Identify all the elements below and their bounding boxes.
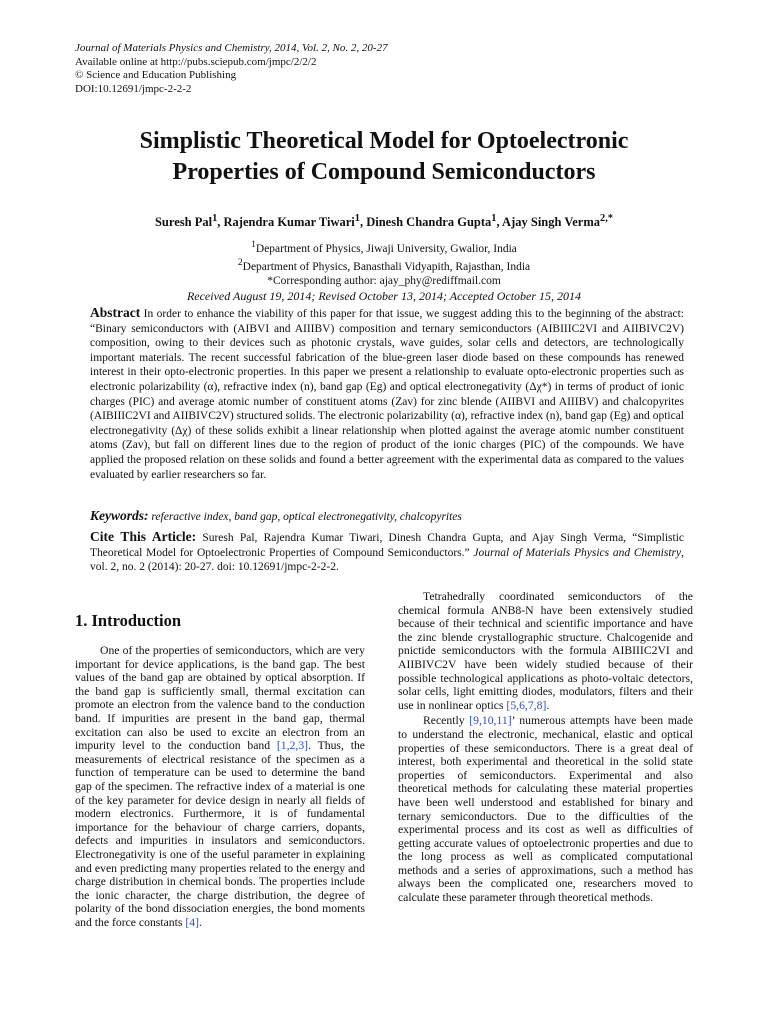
received-dates: Received August 19, 2014; Revised October 13, 2014; Accepted October 15, 2014 <box>186 289 582 303</box>
author-affiliation-mark: 1 <box>491 213 497 224</box>
copyright-line: © Science and Education Publishing <box>75 69 237 81</box>
affiliation-1: $^1$Department of Physics, Jiwaji University, Gwalior, India <box>251 239 517 255</box>
author-affiliation-mark: 1 <box>354 213 360 224</box>
citation-link[interactable]: [4] <box>185 915 199 929</box>
abstract-label: Abstract <box>90 305 141 320</box>
intro-paragraph-1: One of the properties of semiconductors, which are very important for device applications, is the band gap. The best values of the band gap are obtained by optical absorption. If the band gap is sufficiently small, thermal excitation can promote an electron from the valence band to the conduction band. If impurities are present in the band gap, thermal excitation can also be used to excite an electron from an impurity level to the conduction band [1,2,3]. Thus, the measurements of electrical resistance of the specimen as a function of temperature can be used to determine the band gap of the specimen. The refractive index of a material is one of the key parameter for device design in nearly all fields of modern electronics. Furthermore, it is of fundamental importance for the behaviour of charge carriers, dopants, defects and impurities in insulators and semiconductors. Electronegativity is one of the useful parameter in explaining and even predicting many properties related to the energy and charge distribution in chemical bonds. The properties include the ionic character, the charge distribution, the degree of polarity of the bond dissociation energies, the bond moments and the force constants [4]. <box>75 644 365 929</box>
title-line-2: Properties of Compound Semiconductors <box>172 159 596 185</box>
left-column <box>75 644 365 929</box>
affiliations <box>60 238 708 288</box>
cite-text-end: , vol. 2, no. 2 (2014): 20-27. doi: 10.12691/jmpc-2-2-2. <box>90 546 684 574</box>
author-affiliation-mark: 1 <box>212 213 218 224</box>
cite-journal: Journal of Materials Physics and Chemistry <box>473 546 682 559</box>
keywords-label: Keywords: <box>90 508 149 523</box>
affiliation-2: $^2$Department of Physics, Banasthali Vidyapith, Rajasthan, India <box>237 257 531 274</box>
keywords-text: referactive index, band gap, optical electronegativity, chalcopyrites <box>151 511 462 523</box>
journal-citation-line: Journal of Materials Physics and Chemistry, 2014, Vol. 2, No. 2, 20-27 <box>75 42 388 54</box>
citation-link[interactable]: [1,2,3] <box>276 739 309 753</box>
right-column <box>398 590 693 905</box>
author-affiliation-mark: 2,* <box>599 213 613 224</box>
keywords <box>90 508 684 524</box>
author-name: Suresh Pal <box>154 215 213 230</box>
abstract <box>90 306 684 482</box>
availability-line: Available online at http://pubs.sciepub.com/jmpc/2/2/2 <box>75 55 317 68</box>
cite-text: Suresh Pal, Rajendra Kumar Tiwari, Dinesh Chandra Gupta, and Ajay Singh Verma, “Simplistic Theoretical Model for Optoelectronic Properties of Compound Semiconductors.” <box>90 532 684 559</box>
doi-line: DOI:10.12691/jmpc-2-2-2 <box>75 82 192 95</box>
paper-title <box>60 126 708 188</box>
title-line-1: Simplistic Theoretical Model for Optoelectronic <box>139 128 629 154</box>
corresponding-author: *Corresponding author: ajay_phy@rediffmail.com <box>267 274 501 287</box>
author-list: Suresh Pal$^1$, Rajendra Kumar Tiwari$^1$, Dinesh Chandra Gupta$^1$, Ajay Singh Verma$^{2,*}$ <box>154 213 613 230</box>
author-name: Dinesh Chandra Gupta <box>366 215 492 230</box>
cite-label: Cite This Article: <box>90 529 197 544</box>
cite-this-article <box>90 530 684 575</box>
author-name: Ajay Singh Verma <box>502 215 600 230</box>
section-heading-introduction: 1. Introduction <box>75 611 182 630</box>
abstract-text: In order to enhance the viability of this paper for that issue, we suggest adding this to the beginning of the abstract: “Binary semiconductors with (AIBVI and AIIIBV) composition and ternary semiconductors (AIBIIIC2VI and AIIBIVC2V) composition, owing to their devices such as photonic crystals, wave guides, solar cells and detectors, are technologically important materials. The recent successful fabrication of the blue-green laser diode based on these compounds has renewed interest in their opto-electronic properties. In this paper we present a relationship to evaluate opto-electronic properties such as electronic polarizability (α), refractive index (n), band gap (Eg) and optical electronegativity (Δχ*) in terms of product of ionic charges (PIC) and average atomic number of constituent atoms (Zav) for zinc blende (AIIBVI and AIIIBV) and chalcopyrites (AIBIIIC2VI and AIIBIVC2V) structured solids. The electronic polarizability (α), refractive index (n), band gap (Eg) and optical electronegativity (Δχ) of these solids exhibit a linear relationship when plotted against the average atomic number constituent atoms (Zav), but fall on different lines due to the region of product of the ionic charges (PIC) of the compounds. We have applied the proposed relation on these solids and found a better agreement with the experimental data as compared to the values evaluated by earlier researchers so far. <box>90 308 684 481</box>
author-name: Rajendra Kumar Tiwari <box>223 215 355 230</box>
citation-link[interactable]: [9,10,11] <box>469 714 512 728</box>
intro-paragraph-3: Recently [9,10,11]’ numerous attempts have been made to understand the electronic, mechanical, elastic and optical properties of these semiconductors. There is a great deal of interest, both experimental and theoretical in the solid state properties of semiconductors. Experimental and also theoretical methods for calculating these material properties have been well understood and established for binary and ternary semiconductors. Due to the difficulties of the experimental process and its cost as well as difficulties of getting accurate values of optoelectronic properties and due to the long process as well as complicated computational methods and a series of approximations, such a method has always been the complicated one, researchers moved to calculate these parameter through theoretical methods. <box>398 714 694 905</box>
citation-link[interactable]: [5,6,7,8] <box>506 698 547 712</box>
intro-paragraph-2: Tetrahedrally coordinated semiconductors of the chemical formula ANB8-N have been extensively studied because of their technical and scientific importance and have the zinc blende crystallographic structure. Chalcogenide and pnictide semiconductors with the formula AIBIIIC2VI and AIIBIVC2V have been widely studied because of their possible technological applications as photo-voltaic detectors, solar cells, light emitting diodes, modulators, filters and their use in nonlinear optics [5,6,7,8]. <box>398 590 693 712</box>
journal-header <box>75 42 388 96</box>
